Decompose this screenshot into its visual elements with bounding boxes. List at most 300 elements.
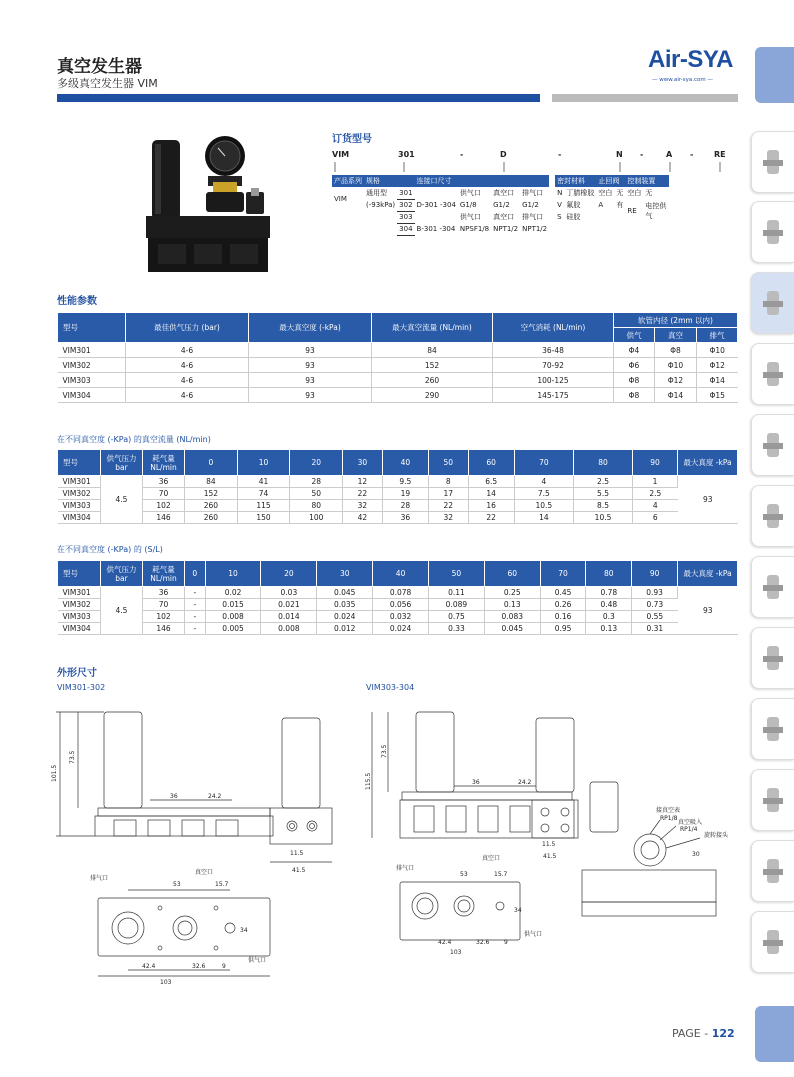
product-image xyxy=(138,130,278,278)
flow-value: 22 xyxy=(343,488,383,500)
perf-cell: Φ8 xyxy=(614,388,655,403)
flow-value: 36 xyxy=(382,512,428,524)
perf-cell: 93 xyxy=(249,373,372,388)
flow-value: 5.5 xyxy=(573,488,632,500)
dim-24-2-r: 24.2 xyxy=(518,779,532,786)
page-number: PAGE - 122 xyxy=(672,1027,735,1040)
label-supply-r: 供气口 xyxy=(524,931,543,938)
order-port-v: NPT1/2 xyxy=(493,225,519,233)
time-value: - xyxy=(185,587,206,599)
perf-cell: 93 xyxy=(249,358,372,373)
order-check-code: 空白 xyxy=(598,189,613,197)
order-seal-name: 丁腈橡胶 xyxy=(566,189,595,197)
perf-h-model: 型号 xyxy=(58,313,126,343)
time-value: 0.012 xyxy=(317,623,373,635)
order-check-code: A xyxy=(598,201,604,209)
time-value: 0.16 xyxy=(540,611,586,623)
time-row xyxy=(58,623,738,635)
side-tab-category[interactable] xyxy=(751,698,794,760)
order-port-v: G1/2 xyxy=(522,201,539,209)
flow-value: 41 xyxy=(237,476,290,488)
dim-11-5: 11.5 xyxy=(290,850,304,857)
flow-value: 12 xyxy=(343,476,383,488)
order-port-v: NPT1/2 xyxy=(522,225,548,233)
perf-cell: Φ10 xyxy=(696,343,737,358)
time-value: 0.55 xyxy=(632,611,678,623)
perf-cell: Φ12 xyxy=(696,358,737,373)
dim-73-5-r: 73.5 xyxy=(381,744,388,758)
flow-h-level: 0 xyxy=(185,450,238,476)
perf-h-flow: 最大真空流量 (NL/min) xyxy=(372,313,493,343)
perf-h-tube-vacuum: 真空 xyxy=(655,328,697,343)
flow-consumption: 36 xyxy=(143,476,185,488)
order-code-part: 301 xyxy=(398,150,415,159)
order-spec: 304 xyxy=(399,225,413,233)
time-value: 0.014 xyxy=(261,611,317,623)
time-value: 0.78 xyxy=(586,587,632,599)
flow-max: 93 xyxy=(678,476,738,524)
flow-value: 7.5 xyxy=(514,488,573,500)
dim-42-4-r: 42.4 xyxy=(438,939,452,946)
flow-h-level: 80 xyxy=(573,450,632,476)
time-model: VIM301 xyxy=(58,587,101,599)
drawing-vim301-302 xyxy=(50,700,340,995)
order-port-v: NPSF1/8 xyxy=(459,225,490,233)
flow-table xyxy=(57,449,738,524)
order-check-name: 无 xyxy=(616,189,624,197)
time-value: 0.26 xyxy=(540,599,586,611)
time-h-level: 90 xyxy=(632,561,678,587)
order-code-part: - xyxy=(558,150,562,159)
flow-value: 1 xyxy=(633,476,678,488)
time-consumption: 146 xyxy=(143,623,185,635)
product-category-icon xyxy=(760,926,786,958)
product-category-icon xyxy=(760,642,786,674)
dim-32-6-r: 32.6 xyxy=(476,939,490,946)
side-tab-category[interactable] xyxy=(751,840,794,902)
order-code-part: D xyxy=(500,150,507,159)
time-value: 0.056 xyxy=(373,599,429,611)
time-value: 0.02 xyxy=(205,587,261,599)
flow-h-level: 30 xyxy=(343,450,383,476)
order-port-h: 供气口 xyxy=(459,189,481,197)
perf-cell: 93 xyxy=(249,388,372,403)
perf-row xyxy=(58,388,738,403)
flow-h-pressure: 供气压力 bar xyxy=(101,450,143,476)
order-code-part: - xyxy=(690,150,694,159)
flow-value: 22 xyxy=(468,512,514,524)
order-ctrl-name: 电控供气 xyxy=(645,202,667,220)
product-category-icon xyxy=(760,855,786,887)
dim-53-r: 53 xyxy=(460,871,468,878)
flow-consumption: 70 xyxy=(143,488,185,500)
product-category-icon xyxy=(760,571,786,603)
perf-cell: Φ6 xyxy=(614,358,655,373)
order-spec: 303 xyxy=(399,213,413,221)
time-consumption: 70 xyxy=(143,599,185,611)
time-value: 0.48 xyxy=(586,599,632,611)
time-value: 0.032 xyxy=(373,611,429,623)
flow-value: 17 xyxy=(428,488,468,500)
flow-value: 19 xyxy=(382,488,428,500)
time-h-level: 0 xyxy=(185,561,206,587)
time-model: VIM303 xyxy=(58,611,101,623)
dim-30: 30 xyxy=(692,851,700,858)
order-heading: 订货型号 xyxy=(332,134,372,145)
perf-h-pressure: 最佳供气压力 (bar) xyxy=(126,313,249,343)
time-value: 0.015 xyxy=(205,599,261,611)
time-value: 0.11 xyxy=(429,587,485,599)
flow-model: VIM302 xyxy=(58,488,101,500)
time-value: 0.73 xyxy=(632,599,678,611)
order-port-v: G1/8 xyxy=(459,201,477,209)
perf-h-tube-exhaust: 排气 xyxy=(696,328,737,343)
time-value: 0.95 xyxy=(540,623,586,635)
header-rule-gray xyxy=(552,94,738,102)
time-value: 0.024 xyxy=(317,611,373,623)
perf-cell: 4-6 xyxy=(126,358,249,373)
flow-model: VIM301 xyxy=(58,476,101,488)
time-h-level: 10 xyxy=(205,561,261,587)
order-ctrl-code: 空白 xyxy=(627,189,642,197)
dim-115-5: 115.5 xyxy=(365,772,372,790)
flow-value: 28 xyxy=(382,500,428,512)
time-h-level: 20 xyxy=(261,561,317,587)
perf-cell: VIM301 xyxy=(58,343,126,358)
time-row xyxy=(58,587,738,599)
side-tab-bottom[interactable] xyxy=(755,1006,794,1062)
flow-row xyxy=(58,500,738,512)
order-code-part: - xyxy=(460,150,464,159)
brand-logo: Air-SYA xyxy=(648,46,733,73)
time-row xyxy=(58,599,738,611)
flow-h-level: 10 xyxy=(237,450,290,476)
dim-11-5-r: 11.5 xyxy=(542,841,556,848)
perf-cell: 93 xyxy=(249,343,372,358)
perf-cell: Φ14 xyxy=(655,388,697,403)
flow-model: VIM303 xyxy=(58,500,101,512)
product-category-icon xyxy=(760,358,786,390)
side-tab-category[interactable] xyxy=(751,627,794,689)
perf-row xyxy=(58,343,738,358)
product-category-icon xyxy=(760,500,786,532)
dim-34-r: 34 xyxy=(514,907,522,914)
order-spec-type: 通用型 xyxy=(366,189,387,197)
dim-101-5: 101.5 xyxy=(51,764,58,782)
perf-cell: 145-175 xyxy=(493,388,614,403)
label-swivel: 旋转接头 xyxy=(704,832,729,839)
order-code-part: A xyxy=(666,150,673,159)
order-port-name: B-301 -304 xyxy=(416,225,456,233)
time-h-pressure: 供气压力 bar xyxy=(101,561,143,587)
order-code-part: RE xyxy=(714,150,726,159)
label-vac-in: 真空吸入 xyxy=(678,819,703,826)
time-h-level: 30 xyxy=(317,561,373,587)
flow-value: 80 xyxy=(290,500,343,512)
flow-consumption: 102 xyxy=(143,500,185,512)
perf-cell: 4-6 xyxy=(126,373,249,388)
time-value: 0.75 xyxy=(429,611,485,623)
dim-9-r: 9 xyxy=(504,939,508,946)
order-code-part: - xyxy=(640,150,644,159)
flow-value: 16 xyxy=(468,500,514,512)
label-gauge-rp: RP1/8 xyxy=(660,815,678,822)
perf-heading: 性能参数 xyxy=(57,296,97,307)
product-category-icon xyxy=(760,784,786,816)
perf-h-tube-supply: 供气 xyxy=(614,328,655,343)
flow-value: 32 xyxy=(428,512,468,524)
order-port-h: 排气口 xyxy=(522,213,544,221)
side-tab-category[interactable] xyxy=(751,131,794,193)
flow-h-level: 20 xyxy=(290,450,343,476)
time-value: 0.089 xyxy=(429,599,485,611)
order-port-h: 真空口 xyxy=(493,213,515,221)
time-h-level: 40 xyxy=(373,561,429,587)
dim-53: 53 xyxy=(173,881,181,888)
time-h-level: 80 xyxy=(586,561,632,587)
order-h-check: 止回阀 xyxy=(596,175,625,187)
order-series: VIM xyxy=(334,195,347,203)
flow-h-level: 40 xyxy=(382,450,428,476)
order-seal-name: 氟胶 xyxy=(566,201,581,209)
time-consumption: 102 xyxy=(143,611,185,623)
time-h-level: 70 xyxy=(540,561,586,587)
order-code-part: N xyxy=(616,150,623,159)
side-tab-category[interactable] xyxy=(751,272,794,334)
time-value: 0.33 xyxy=(429,623,485,635)
time-value: 0.005 xyxy=(205,623,261,635)
flow-value: 84 xyxy=(185,476,238,488)
dim-24-2: 24.2 xyxy=(208,793,222,800)
order-code-ticks xyxy=(332,162,738,174)
time-h-consumption: 耗气量 NL/min xyxy=(143,561,185,587)
time-value: 0.045 xyxy=(317,587,373,599)
order-spec: 301 xyxy=(397,187,414,199)
perf-cell: 4-6 xyxy=(126,388,249,403)
flow-value: 32 xyxy=(343,500,383,512)
perf-cell: 70-92 xyxy=(493,358,614,373)
dim-42-4: 42.4 xyxy=(142,963,156,970)
order-ctrl-code: RE xyxy=(627,207,637,215)
time-value: 0.45 xyxy=(540,587,586,599)
perf-h-consumption: 空气消耗 (NL/min) xyxy=(493,313,614,343)
flow-heading: 在不同真空度 (-KPa) 的真空流量 (NL/min) xyxy=(57,435,211,444)
order-port-h: 供气口 xyxy=(459,213,481,221)
flow-row xyxy=(58,512,738,524)
dims-heading: 外形尺寸 xyxy=(57,668,97,679)
dim-9: 9 xyxy=(222,963,226,970)
order-h-series: 产品系列 xyxy=(334,177,362,185)
time-value: 0.31 xyxy=(632,623,678,635)
flow-value: 150 xyxy=(237,512,290,524)
dim-41-5: 41.5 xyxy=(292,867,306,874)
dim-36: 36 xyxy=(170,793,178,800)
time-heading: 在不同真空度 (-KPa) 的 (S/L) xyxy=(57,545,163,554)
page-subtitle: 多级真空发生器 VIM xyxy=(57,77,158,90)
side-tab-category[interactable] xyxy=(751,201,794,263)
side-tab-category[interactable] xyxy=(751,485,794,547)
perf-cell: Φ14 xyxy=(696,373,737,388)
flow-value: 14 xyxy=(514,512,573,524)
flow-model: VIM304 xyxy=(58,512,101,524)
flow-value: 6 xyxy=(633,512,678,524)
flow-h-model: 型号 xyxy=(58,450,101,476)
order-h-spec: 规格 xyxy=(364,175,415,187)
side-tab-category[interactable] xyxy=(751,556,794,618)
time-value: 0.25 xyxy=(484,587,540,599)
flow-row xyxy=(58,476,738,488)
header-rule-blue xyxy=(57,94,540,102)
flow-value: 42 xyxy=(343,512,383,524)
perf-cell: VIM303 xyxy=(58,373,126,388)
order-h-ctrl: 控制装置 xyxy=(625,175,669,187)
label-exhaust-r: 排气口 xyxy=(396,865,415,872)
order-port-h: 真空口 xyxy=(493,189,515,197)
time-max: 93 xyxy=(678,587,738,635)
perf-cell: Φ8 xyxy=(614,373,655,388)
perf-cell: 36-48 xyxy=(493,343,614,358)
perf-cell: Φ8 xyxy=(655,343,697,358)
flow-value: 6.5 xyxy=(468,476,514,488)
flow-value: 50 xyxy=(290,488,343,500)
order-seal-name: 硅胶 xyxy=(566,213,581,221)
dim-36-r: 36 xyxy=(472,779,480,786)
dim-103: 103 xyxy=(160,979,172,986)
time-value: - xyxy=(185,611,206,623)
perf-row xyxy=(58,358,738,373)
time-pressure: 4.5 xyxy=(101,587,143,635)
flow-value: 260 xyxy=(185,512,238,524)
time-value: 0.083 xyxy=(484,611,540,623)
time-h-level: 60 xyxy=(484,561,540,587)
side-tab-category[interactable] xyxy=(751,911,794,973)
product-category-icon xyxy=(760,429,786,461)
label-exhaust: 排气口 xyxy=(90,875,109,882)
label-vacuum: 真空口 xyxy=(195,869,214,876)
perf-cell: VIM302 xyxy=(58,358,126,373)
flow-value: 22 xyxy=(428,500,468,512)
order-code xyxy=(332,150,738,162)
flow-h-level: 60 xyxy=(468,450,514,476)
perf-table xyxy=(57,312,738,403)
order-code-part: VIM xyxy=(332,150,350,159)
product-category-icon xyxy=(760,713,786,745)
order-spec: 302 xyxy=(399,201,413,209)
order-port-name: D-301 -304 xyxy=(416,201,456,209)
dim-15-7-r: 15.7 xyxy=(494,871,508,878)
time-h-level: 50 xyxy=(429,561,485,587)
time-h-max: 最大真度 -kPa xyxy=(678,561,738,587)
order-spec-note: (-93kPa) xyxy=(366,201,396,209)
flow-h-level: 90 xyxy=(633,450,678,476)
perf-cell: 100-125 xyxy=(493,373,614,388)
product-category-icon xyxy=(760,146,786,178)
time-value: - xyxy=(185,623,206,635)
flow-value: 4 xyxy=(514,476,573,488)
perf-cell: Φ10 xyxy=(655,358,697,373)
dim-41-5-r: 41.5 xyxy=(543,853,557,860)
time-value: 0.021 xyxy=(261,599,317,611)
time-value: 0.3 xyxy=(586,611,632,623)
product-category-icon xyxy=(760,287,786,319)
perf-cell: VIM304 xyxy=(58,388,126,403)
side-tab-category[interactable] xyxy=(751,414,794,476)
time-model: VIM302 xyxy=(58,599,101,611)
perf-cell: 260 xyxy=(372,373,493,388)
flow-value: 4 xyxy=(633,500,678,512)
order-h-port: 连接口尺寸 xyxy=(415,175,550,187)
time-value: 0.03 xyxy=(261,587,317,599)
perf-cell: Φ12 xyxy=(655,373,697,388)
brand-url: — www.air-sya.com — xyxy=(652,77,714,83)
perf-h-tube: 软管内径 (2mm 以内) xyxy=(614,313,738,328)
flow-h-level: 70 xyxy=(514,450,573,476)
perf-cell: 290 xyxy=(372,388,493,403)
side-tab-category[interactable] xyxy=(751,343,794,405)
page-title: 真空发生器 xyxy=(57,57,142,77)
order-check-name: 有 xyxy=(616,201,624,209)
flow-value: 100 xyxy=(290,512,343,524)
time-table xyxy=(57,560,738,635)
side-tab-top[interactable] xyxy=(755,47,794,103)
flow-value: 152 xyxy=(185,488,238,500)
dim-73-5: 73.5 xyxy=(69,750,76,764)
drawing-vim303-304 xyxy=(360,700,750,960)
flow-value: 260 xyxy=(185,500,238,512)
flow-value: 115 xyxy=(237,500,290,512)
dim-34: 34 xyxy=(240,927,248,934)
flow-value: 8.5 xyxy=(573,500,632,512)
dim-32-6: 32.6 xyxy=(192,963,206,970)
label-vacuum-r: 真空口 xyxy=(482,855,501,862)
flow-value: 28 xyxy=(290,476,343,488)
order-port-h: 排气口 xyxy=(522,189,544,197)
time-model: VIM304 xyxy=(58,623,101,635)
time-value: 0.008 xyxy=(261,623,317,635)
time-consumption: 36 xyxy=(143,587,185,599)
flow-value: 2.5 xyxy=(633,488,678,500)
time-row xyxy=(58,611,738,623)
time-h-model: 型号 xyxy=(58,561,101,587)
time-value: 0.024 xyxy=(373,623,429,635)
order-table xyxy=(332,175,669,236)
label-vac-rp: RP1/4 xyxy=(680,826,698,833)
time-value: - xyxy=(185,599,206,611)
order-seal-code: N xyxy=(557,189,563,197)
time-value: 0.035 xyxy=(317,599,373,611)
flow-h-consumption: 耗气量 NL/min xyxy=(143,450,185,476)
perf-cell: Φ15 xyxy=(696,388,737,403)
order-h-seal: 密封材料 xyxy=(555,175,596,187)
perf-row xyxy=(58,373,738,388)
flow-value: 10.5 xyxy=(514,500,573,512)
perf-cell: Φ4 xyxy=(614,343,655,358)
label-gauge: 接真空表 xyxy=(656,807,681,814)
time-value: 0.045 xyxy=(484,623,540,635)
dims-right-label: VIM303-304 xyxy=(366,683,415,692)
flow-value: 14 xyxy=(468,488,514,500)
time-value: 0.13 xyxy=(586,623,632,635)
order-ctrl-name: 无 xyxy=(645,189,653,197)
order-port-v: G1/2 xyxy=(493,201,510,209)
order-seal-code: S xyxy=(557,213,562,221)
flow-value: 2.5 xyxy=(573,476,632,488)
time-value: 0.078 xyxy=(373,587,429,599)
side-tab-category[interactable] xyxy=(751,769,794,831)
dim-103-r: 103 xyxy=(450,949,462,956)
flow-value: 8 xyxy=(428,476,468,488)
flow-value: 9.5 xyxy=(382,476,428,488)
